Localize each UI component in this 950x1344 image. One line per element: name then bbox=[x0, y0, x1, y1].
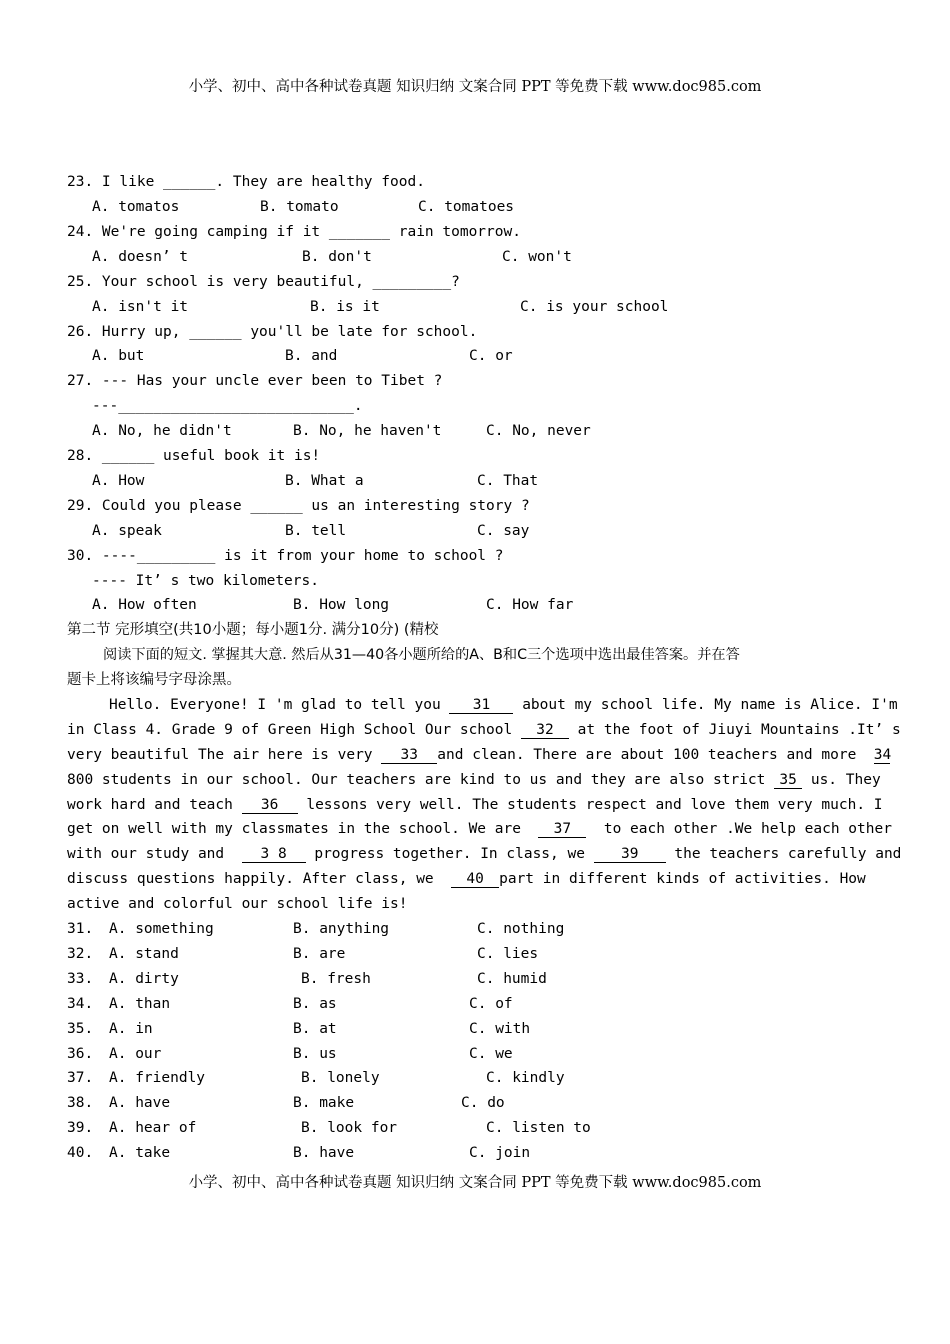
option-b: B. look for bbox=[301, 1120, 398, 1136]
option-b: B. at bbox=[293, 1021, 337, 1037]
passage-line: with our study and 3 8 progress together. In class, we 39 the teachers carefully and bbox=[67, 846, 902, 862]
passage-line: very beautiful The air here is very 33 and clean. There are about 100 teachers and more 34 bbox=[67, 747, 892, 763]
option-b: B. is it bbox=[310, 299, 380, 315]
passage-line: Hello. Everyone! I 'm glad to tell you 31 about my school life. My name is Alice. I'm bbox=[109, 697, 898, 713]
blank-33: 33 bbox=[381, 748, 437, 764]
option-number: 38. bbox=[67, 1095, 94, 1111]
question-stem: 26. Hurry up, ______ you'll be late for school. bbox=[67, 324, 478, 340]
passage-line: active and colorful our school life is! bbox=[67, 896, 408, 912]
option-number: 39. bbox=[67, 1120, 94, 1136]
option-b: B. How long bbox=[293, 597, 390, 613]
option-a: A. friendly bbox=[109, 1070, 206, 1086]
response-line: ---- It’ s two kilometers. bbox=[92, 573, 319, 589]
passage-line: 800 students in our school. Our teachers are kind to us and they are also strict 35 us. They bbox=[67, 772, 881, 788]
option-a: A. How bbox=[92, 473, 145, 489]
option-a: A. something bbox=[109, 921, 214, 937]
option-c: C. No, never bbox=[486, 423, 591, 439]
option-a: A. speak bbox=[92, 523, 162, 539]
option-c: C. kindly bbox=[486, 1070, 565, 1086]
option-number: 35. bbox=[67, 1021, 94, 1037]
option-c: C. tomatoes bbox=[418, 199, 515, 215]
option-number: 31. bbox=[67, 921, 94, 937]
blank-35: 35 bbox=[774, 773, 802, 789]
option-a: A. No, he didn't bbox=[92, 423, 232, 439]
option-number: 37. bbox=[67, 1070, 94, 1086]
option-b: B. What a bbox=[285, 473, 364, 489]
option-c: C. do bbox=[461, 1095, 505, 1111]
option-c: C. is your school bbox=[520, 299, 669, 315]
option-number: 32. bbox=[67, 946, 94, 962]
option-number: 36. bbox=[67, 1046, 94, 1062]
blank-36: 36 bbox=[242, 798, 298, 814]
option-a: A. How often bbox=[92, 597, 197, 613]
passage-line: in Class 4. Grade 9 of Green High School Our school 32 at the foot of Jiuyi Mountains .It’ s bbox=[67, 722, 901, 738]
passage-line: get on well with my classmates in the school. We are 37 to each other .We help each other bbox=[67, 821, 892, 837]
page-footer: 小学、初中、高中各种试卷真题 知识归纳 文案合同 PPT 等免费下载 www.doc985.com bbox=[188, 1175, 762, 1191]
passage-line: work hard and teach 36 lessons very well. The students respect and love them very much. I bbox=[67, 797, 883, 813]
option-c: C. That bbox=[477, 473, 539, 489]
option-b: B. anything bbox=[293, 921, 390, 937]
option-b: B. have bbox=[293, 1145, 355, 1161]
option-a: A. isn't it bbox=[92, 299, 189, 315]
option-b: B. lonely bbox=[301, 1070, 380, 1086]
passage-line: discuss questions happily. After class, we 40 part in different kinds of activities. How bbox=[67, 871, 866, 887]
blank-37: 37 bbox=[538, 822, 586, 838]
blank-34: 34 bbox=[873, 747, 892, 763]
option-b: B. make bbox=[293, 1095, 355, 1111]
option-b: B. No, he haven't bbox=[293, 423, 442, 439]
page-header: 小学、初中、高中各种试卷真题 知识归纳 文案合同 PPT 等免费下载 www.doc985.com bbox=[188, 79, 762, 95]
option-a: A. have bbox=[109, 1095, 171, 1111]
option-b: B. and bbox=[285, 348, 338, 364]
question-stem: 30. ----_________ is it from your home to school ? bbox=[67, 548, 504, 564]
blank-32: 32 bbox=[521, 723, 569, 739]
option-a: A. dirty bbox=[109, 971, 179, 987]
option-a: A. doesn’ t bbox=[92, 249, 189, 265]
option-c: C. with bbox=[469, 1021, 531, 1037]
question-stem: 25. Your school is very beautiful, _________? bbox=[67, 274, 460, 290]
question-stem: 28. ______ useful book it is! bbox=[67, 448, 321, 464]
option-c: C. won't bbox=[502, 249, 572, 265]
option-number: 34. bbox=[67, 996, 94, 1012]
blank-31: 31 bbox=[449, 698, 513, 714]
question-stem: 24. We're going camping if it _______ rain tomorrow. bbox=[67, 224, 521, 240]
option-b: B. tell bbox=[285, 523, 347, 539]
option-number: 40. bbox=[67, 1145, 94, 1161]
option-a: A. take bbox=[109, 1145, 171, 1161]
blank-38: 3 8 bbox=[242, 847, 306, 863]
option-b: B. fresh bbox=[301, 971, 371, 987]
section-instructions: 阅读下面的短文. 掌握其大意. 然后从31—40各小题所给的A、B和C三个选项中选出最佳答案。并在答 bbox=[103, 647, 740, 663]
option-c: C. join bbox=[469, 1145, 531, 1161]
option-a: A. our bbox=[109, 1046, 162, 1062]
question-stem: 23. I like ______. They are healthy food. bbox=[67, 174, 425, 190]
section-title: 第二节 完形填空(共10小题；每小题1分. 满分10分) (精校 bbox=[67, 622, 439, 638]
option-a: A. tomatos bbox=[92, 199, 180, 215]
option-c: C. humid bbox=[477, 971, 547, 987]
option-c: C. lies bbox=[477, 946, 539, 962]
section-instructions: 题卡上将该编号字母涂黑。 bbox=[67, 672, 241, 688]
option-b: B. don't bbox=[302, 249, 372, 265]
option-c: C. of bbox=[469, 996, 513, 1012]
option-b: B. us bbox=[293, 1046, 337, 1062]
option-a: A. in bbox=[109, 1021, 153, 1037]
option-c: C. nothing bbox=[477, 921, 565, 937]
option-c: C. we bbox=[469, 1046, 513, 1062]
option-c: C. or bbox=[469, 348, 513, 364]
question-stem: 27. --- Has your uncle ever been to Tibet ? bbox=[67, 373, 443, 389]
option-c: C. say bbox=[477, 523, 530, 539]
option-b: B. as bbox=[293, 996, 337, 1012]
option-c: C. listen to bbox=[486, 1120, 591, 1136]
option-c: C. How far bbox=[486, 597, 574, 613]
blank-39: 39 bbox=[594, 847, 666, 863]
question-stem: 29. Could you please ______ us an interesting story ? bbox=[67, 498, 530, 514]
option-b: B. are bbox=[293, 946, 346, 962]
option-a: A. stand bbox=[109, 946, 179, 962]
option-number: 33. bbox=[67, 971, 94, 987]
option-a: A. than bbox=[109, 996, 171, 1012]
response-line: ---___________________________. bbox=[92, 398, 363, 414]
option-a: A. hear of bbox=[109, 1120, 197, 1136]
option-a: A. but bbox=[92, 348, 145, 364]
blank-40: 40 bbox=[451, 872, 499, 888]
option-b: B. tomato bbox=[260, 199, 339, 215]
